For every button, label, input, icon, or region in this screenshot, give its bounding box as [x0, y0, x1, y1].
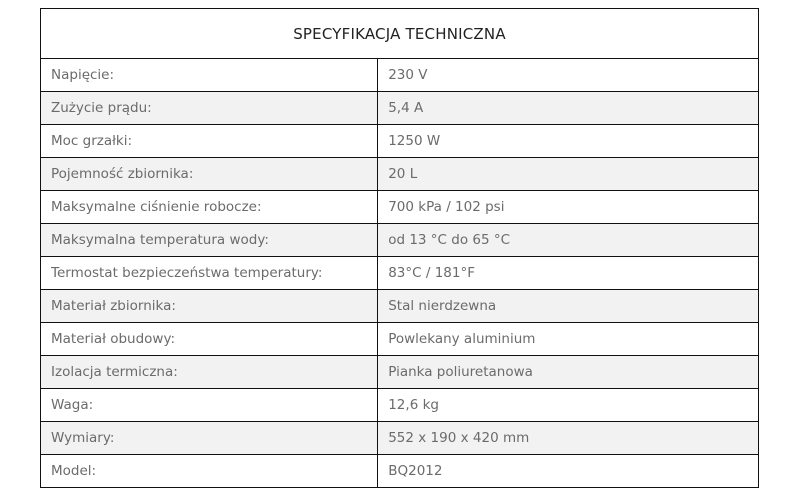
- table-row: [41, 125, 759, 158]
- table-row: [41, 389, 759, 422]
- table-row: [41, 323, 759, 356]
- row-value: 83°C / 181°F: [378, 257, 759, 290]
- table-row: [41, 92, 759, 125]
- row-label: Zużycie prądu:: [41, 92, 378, 125]
- table-row: [41, 455, 759, 488]
- table-row: [41, 356, 759, 389]
- row-value: 5,4 A: [378, 92, 759, 125]
- row-value: 12,6 kg: [378, 389, 759, 422]
- row-value: 230 V: [378, 59, 759, 92]
- row-label: Materiał obudowy:: [41, 323, 378, 356]
- row-value: Stal nierdzewna: [378, 290, 759, 323]
- row-value: od 13 °C do 65 °C: [378, 224, 759, 257]
- row-label: Moc grzałki:: [41, 125, 378, 158]
- table-row: [41, 290, 759, 323]
- row-label: Model:: [41, 455, 378, 488]
- row-value: 552 x 190 x 420 mm: [378, 422, 759, 455]
- row-value: Pianka poliuretanowa: [378, 356, 759, 389]
- table-row: [41, 422, 759, 455]
- row-label: Materiał zbiornika:: [41, 290, 378, 323]
- table-header-row: [41, 9, 759, 59]
- row-label: Maksymalna temperatura wody:: [41, 224, 378, 257]
- row-value: BQ2012: [378, 455, 759, 488]
- table-row: [41, 224, 759, 257]
- row-label: Maksymalne ciśnienie robocze:: [41, 191, 378, 224]
- row-label: Wymiary:: [41, 422, 378, 455]
- row-value: 700 kPa / 102 psi: [378, 191, 759, 224]
- table-row: [41, 191, 759, 224]
- table-row: [41, 59, 759, 92]
- row-value: 20 L: [378, 158, 759, 191]
- table-title: SPECYFIKACJA TECHNICZNA: [41, 9, 759, 59]
- table-row: [41, 257, 759, 290]
- spec-table: [40, 8, 759, 488]
- row-label: Pojemność zbiornika:: [41, 158, 378, 191]
- table-row: [41, 158, 759, 191]
- row-label: Waga:: [41, 389, 378, 422]
- row-value: 1250 W: [378, 125, 759, 158]
- row-label: Napięcie:: [41, 59, 378, 92]
- row-label: Termostat bezpieczeństwa temperatury:: [41, 257, 378, 290]
- row-label: Izolacja termiczna:: [41, 356, 378, 389]
- row-value: Powlekany aluminium: [378, 323, 759, 356]
